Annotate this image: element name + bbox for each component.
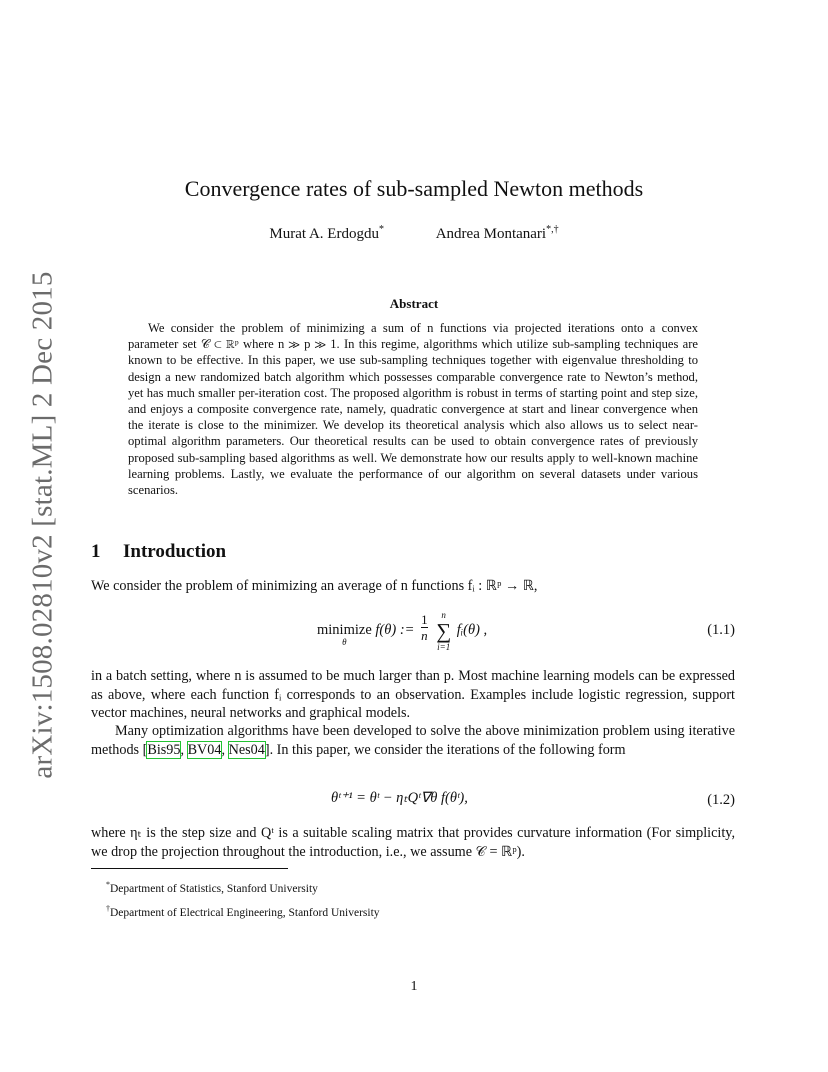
author-mark: *	[378, 224, 384, 235]
author-1	[269, 224, 384, 243]
author-name: Andrea Montanari	[435, 226, 547, 242]
equation-1-2	[91, 790, 735, 814]
section-heading	[91, 541, 226, 563]
abstract-heading: Abstract	[389, 296, 439, 311]
equation-1-1	[91, 610, 735, 654]
fraction	[421, 612, 428, 643]
section-number: 1	[91, 541, 101, 562]
footnote-mark: †	[106, 904, 110, 913]
footnote-text: Department of Statistics, Stanford University	[110, 882, 318, 895]
footnote-text: Department of Electrical Engineering, Stanford University	[110, 906, 380, 919]
footnote	[106, 904, 380, 919]
footnote	[106, 880, 318, 895]
citation-link[interactable]: Nes04	[228, 741, 265, 758]
sum-lower: i=1	[437, 642, 451, 652]
author-2	[436, 224, 559, 243]
citation-link[interactable]: Bis95	[147, 741, 181, 758]
equation-expression: θᵗ⁺¹ = θᵗ − ηₜQᵗ∇θ f(θᵗ),	[331, 790, 468, 806]
summation	[436, 610, 451, 652]
equation-number: (1.1)	[707, 622, 735, 638]
arxiv-stamp: arXiv:1508.02810v2 [stat.ML] 2 Dec 2015	[26, 271, 59, 779]
author-list	[0, 224, 828, 243]
section-title: Introduction	[123, 541, 227, 562]
footnote-mark: *	[106, 880, 110, 889]
footnote-rule	[91, 868, 288, 869]
equation-lhs: f(θ) :=	[375, 622, 415, 638]
text-run: Many optimization algorithms have been developed to solve the above minimization problem using iterative methods [	[91, 723, 735, 758]
equation-number: (1.2)	[707, 792, 735, 808]
sum-upper: n	[441, 610, 446, 620]
paper-title: Convergence rates of sub-sampled Newton methods	[184, 176, 644, 201]
minimize-operator	[317, 622, 372, 647]
text-run: ,	[180, 741, 188, 758]
paragraph: in a batch setting, where n is assumed to be much larger than p. Most machine learning models can be expressed as above, where each function fᵢ corresponds to an observation. Examples include logistic regression, support vector machines, neural networks and graphical models.	[91, 668, 735, 722]
fraction-denominator: n	[421, 628, 428, 643]
page-number: 1	[410, 979, 418, 994]
equation-summand: fᵢ(θ) ,	[456, 622, 488, 638]
paragraph: We consider the problem of minimizing an average of n functions fᵢ : ℝᵖ → ℝ,	[91, 578, 538, 594]
sum-symbol: ∑	[436, 619, 452, 643]
paragraph: where ηₜ is the step size and Qᵗ is a suitable scaling matrix that provides curvature information (For simplicity, we drop the projection throughout the introduction, i.e., we assume 𝒞 = ℝᵖ).	[91, 825, 735, 860]
minimize-label: minimize	[317, 622, 372, 638]
equation-expression	[317, 610, 487, 652]
author-name: Murat A. Erdogdu	[269, 226, 379, 242]
text-run: ]. In this paper, we consider the iterations of the following form	[264, 741, 626, 758]
fraction-numerator: 1	[421, 612, 428, 627]
minimize-subscript: θ	[342, 637, 347, 647]
author-mark: *,†	[546, 224, 559, 235]
text-run: ,	[221, 741, 229, 758]
citation-link[interactable]: BV04	[187, 741, 222, 758]
abstract-body: We consider the problem of minimizing a sum of n functions via projected iterations onto a convex parameter set 𝒞 ⊂ ℝᵖ where n ≫ p ≫ 1. In this regime, algorithms which utilize sub-sampling techniques are known to be effective. In this paper, we use sub-sampling techniques together with eigenvalue thresholding to design a new randomized batch algorithm which possesses comparable convergence rate to Newton’s method, yet has much smaller per-iteration cost. The proposed algorithm is robust in terms of starting point and step size, and enjoys a composite convergence rate, namely, quadratic convergence at start and linear convergence when the iterate is close to the minimizer. We develop its theoretical analysis which also allows us to select near-optimal algorithm parameters. Our theoretical results can be used to obtain convergence rates of previously proposed sub-sampling based algorithms as well. We demonstrate how our results apply to well-known machine learning problems. Lastly, we evaluate the performance of our algorithm on several datasets under various scenarios.	[128, 321, 698, 498]
paragraph	[91, 722, 735, 759]
